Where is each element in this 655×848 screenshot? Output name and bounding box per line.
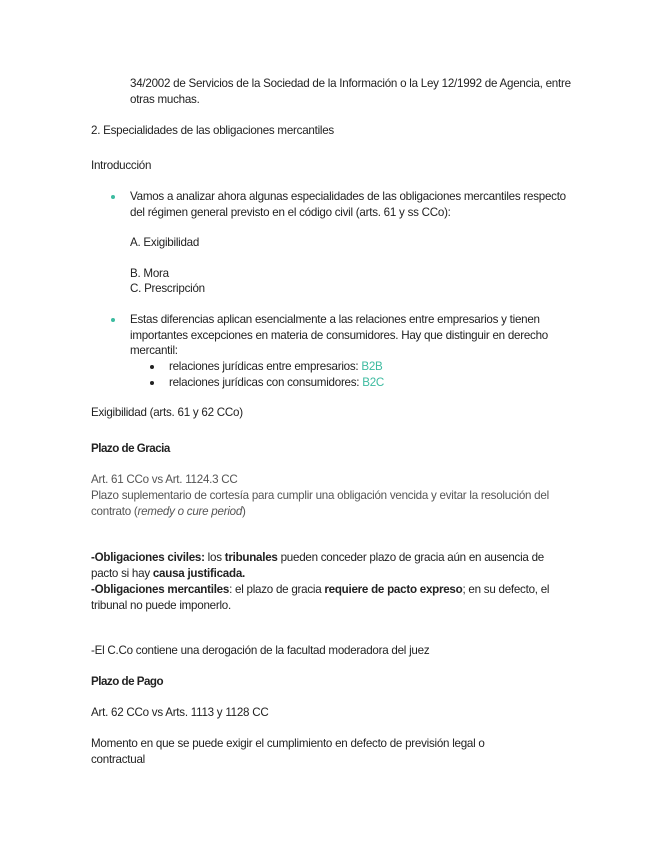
plazo-gracia-desc (91, 488, 571, 519)
sub-item-b2c (169, 375, 649, 391)
text: los (204, 551, 225, 564)
bullet-icon (111, 318, 115, 322)
desc-end: ) (242, 504, 246, 518)
desc-italic: remedy o cure period (137, 504, 243, 518)
bullet-icon (111, 195, 115, 199)
mercantiles-paragraph (91, 582, 571, 613)
section-title: 2. Especialidades de las obligaciones mercantiles (91, 124, 334, 137)
introduccion-heading: Introducción (91, 159, 152, 172)
list-item-c: C. Prescripción (130, 282, 205, 295)
bullet-icon (150, 365, 154, 369)
sub-item-b2b (169, 359, 649, 375)
list-item-b: B. Mora (130, 267, 169, 280)
mercantiles-label: -Obligaciones mercantiles (91, 583, 230, 596)
plazo-gracia-title: Plazo de Gracia (91, 442, 170, 455)
bullet-paragraph-2: Estas diferencias aplican esencialmente a las relaciones entre empresarios y tienen importantes excepciones en materia de consumidores. Hay que distinguir en derecho mercantil: (130, 313, 548, 358)
plazo-pago-title: Plazo de Pago (91, 675, 164, 688)
derogacion-text: -El C.Co contiene una derogación de la facultad moderadora del juez (91, 644, 430, 657)
bullet-icon (150, 381, 154, 385)
desc-text: Plazo suplementario de cortesía para cumplir una obligación vencida y evitar la resolución del contrato ( (91, 489, 549, 518)
text: pueden conceder plazo de gracia aún en ausencia de pacto si hay (91, 551, 544, 580)
text: : el plazo de gracia (229, 583, 325, 596)
civiles-label: -Obligaciones civiles: (91, 551, 205, 564)
plazo-pago-ref: Art. 62 CCo vs Arts. 1113 y 1128 CC (91, 706, 269, 719)
intro-continuation: 34/2002 de Servicios de la Sociedad de la Información o la Ley 12/1992 de Agencia, entre otras muchas. (130, 77, 571, 106)
sub-item-text: relaciones jurídicas entre empresarios: (169, 360, 362, 373)
bold-text: tribunales (224, 551, 278, 564)
plazo-gracia-ref: Art. 61 CCo vs Art. 1124.3 CC (91, 473, 238, 486)
sub-item-text: relaciones jurídicas con consumidores: (169, 376, 363, 389)
plazo-pago-desc: Momento en que se puede exigir el cumplimiento en defecto de previsión legal o contractual (91, 737, 485, 766)
b2c-tag: B2C (362, 376, 385, 389)
text: ; en su defecto, el tribunal no puede imponerlo. (91, 583, 550, 612)
civiles-paragraph (91, 550, 571, 581)
bold-text: causa justificada. (152, 566, 245, 580)
b2b-tag: B2B (361, 360, 383, 373)
bold-text: requiere de pacto expreso (324, 583, 463, 596)
exigibilidad-heading: Exigibilidad (arts. 61 y 62 CCo) (91, 406, 243, 419)
bullet-paragraph-1: Vamos a analizar ahora algunas especialidades de las obligaciones mercantiles respecto del régimen general previsto en el código civil (arts. 61 y ss CCo): (130, 190, 566, 219)
list-item-a: A. Exigibilidad (130, 236, 200, 249)
